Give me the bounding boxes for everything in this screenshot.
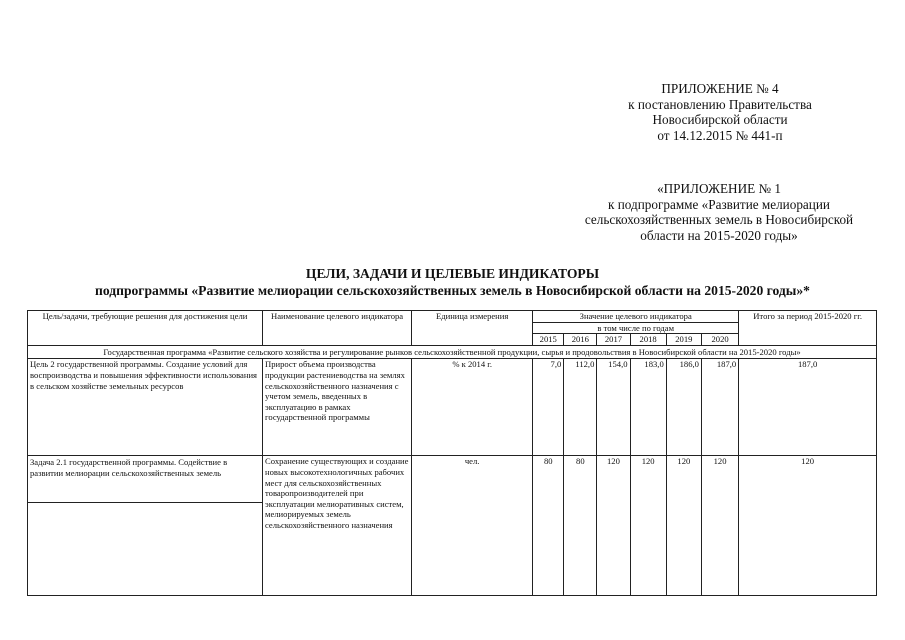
header-value: Значение целевого индикатора — [533, 311, 739, 323]
appendix-4-line3: Новосибирской области — [652, 112, 788, 127]
header-total: Итого за период 2015-2020 гг. — [739, 311, 877, 346]
value-2019: 120 — [666, 456, 701, 596]
table-row-goal-2 — [28, 359, 877, 456]
appendix-1-line3: сельскохозяйственных земель в Новосибирской — [584, 212, 854, 227]
unit-cell: % к 2014 г. — [412, 359, 533, 456]
program-title: Государственная программа «Развитие сельского хозяйства и регулирование рынков сельскохозяйственной продукции, сырья и продовольствия в Новосибирской области на 2015-2020 годы» — [28, 345, 877, 359]
unit-cell: чел. — [412, 456, 533, 596]
value-2015: 7,0 — [533, 359, 564, 456]
total-cell: 187,0 — [739, 359, 877, 456]
value-2015: 80 — [533, 456, 564, 596]
header-row-1 — [28, 311, 877, 323]
inner-divider — [28, 502, 263, 503]
appendix-4-header — [610, 81, 830, 143]
appendix-1-header — [558, 181, 880, 243]
indicator-cell: Сохранение существующих и создание новых высокотехнологичных рабочих мест для сельскохозяйственных товаропроизводителей при эксплуатации мелиоративных систем, мелиорируемых земель сельскохозяйственного назначения — [263, 456, 412, 596]
appendix-4-line4: от 14.12.2015 № 441-п — [657, 127, 783, 143]
year-cell: 2016 — [564, 334, 597, 346]
title-line2: подпрограммы «Развитие мелиорации сельскохозяйственных земель в Новосибирской области на 2015-2020 годы»* — [95, 283, 810, 298]
header-unit: Единица измерения — [412, 311, 533, 346]
year-cell: 2017 — [597, 334, 630, 346]
value-2017: 120 — [597, 456, 630, 596]
year-cell: 2019 — [666, 334, 701, 346]
task-goal-cell — [28, 456, 263, 596]
appendix-4-line1: ПРИЛОЖЕНИЕ № 4 — [661, 81, 779, 96]
program-row — [28, 345, 877, 359]
header-indicator: Наименование целевого индикатора — [263, 311, 412, 346]
header-goal: Цель/задачи, требующие решения для достижения цели — [28, 311, 263, 346]
value-2018: 120 — [630, 456, 666, 596]
title-line1: ЦЕЛИ, ЗАДАЧИ И ЦЕЛЕВЫЕ ИНДИКАТОРЫ — [305, 266, 600, 281]
total-cell: 120 — [739, 456, 877, 596]
header-by-year: в том числе по годам — [533, 322, 739, 334]
value-2016: 80 — [564, 456, 597, 596]
goal-cell: Цель 2 государственной программы. Создание условий для воспроизводства и повышения эффективности использования в сельском хозяйстве земельных ресурсов — [28, 359, 263, 456]
table-row-task-2-1 — [28, 456, 877, 596]
year-cell: 2015 — [533, 334, 564, 346]
appendix-4-line2: к постановлению Правительства — [628, 96, 812, 112]
year-cell: 2018 — [630, 334, 666, 346]
appendix-1-line4: области на 2015-2020 годы» — [640, 227, 798, 243]
value-2018: 183,0 — [630, 359, 666, 456]
value-2019: 186,0 — [666, 359, 701, 456]
document-title — [0, 265, 905, 299]
value-2020: 120 — [701, 456, 738, 596]
value-2020: 187,0 — [701, 359, 738, 456]
indicator-cell: Прирост объема производства продукции растениеводства на землях сельскохозяйственного назначения с учетом земель, введенных в эксплуатацию в рамках государственной программы — [263, 359, 412, 456]
task-goal-text: Задача 2.1 государственной программы. Содействие в развитии мелиорации сельскохозяйственных земель — [30, 457, 228, 478]
value-2017: 154,0 — [597, 359, 630, 456]
year-cell: 2020 — [701, 334, 738, 346]
appendix-1-line2: к подпрограмме «Развитие мелиорации — [608, 196, 830, 212]
appendix-1-line1: «ПРИЛОЖЕНИЕ № 1 — [657, 181, 781, 196]
goals-table — [27, 310, 877, 596]
value-2016: 112,0 — [564, 359, 597, 456]
